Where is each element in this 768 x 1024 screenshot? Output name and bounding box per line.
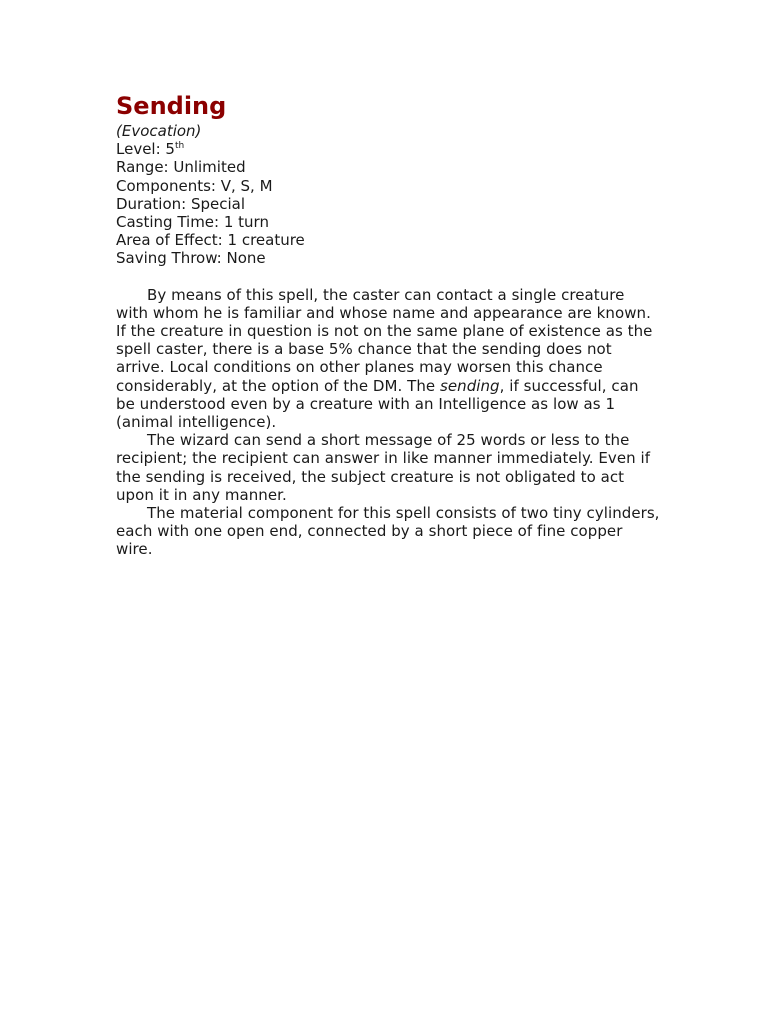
spell-title: Sending (116, 92, 227, 120)
description-paragraph-3: The material component for this spell consists of two tiny cylinders, each with one open end, connected by a short piece of fine copper wire. (116, 504, 660, 559)
spell-stat-block (116, 122, 661, 268)
spell-area-of-effect: Area of Effect: 1 creature (116, 231, 305, 250)
spell-casting-time: Casting Time: 1 turn (116, 213, 269, 232)
spell-saving-throw: Saving Throw: None (116, 249, 266, 268)
spell-level-ordinal: th (174, 141, 185, 152)
spell-school: (Evocation) (116, 122, 202, 140)
document-page (116, 90, 661, 559)
description-paragraph-2: The wizard can send a short message of 25 words or less to the recipient; the recipient can answer in like manner immediately. Even if the sending is received, the subject creature is not obligated to act upon it in any manner. (116, 431, 651, 504)
spell-duration: Duration: Special (116, 194, 246, 213)
spell-description (116, 286, 661, 559)
paragraph-1-text-end: , if successful, can be understood even by a creature with an Intelligence as low as 1 (animal intelligence). (116, 376, 639, 432)
section-spacer (116, 268, 661, 286)
spell-level (116, 140, 661, 158)
paragraph-1-italic-term: sending (440, 376, 500, 395)
spell-range: Range: Unlimited (116, 158, 246, 177)
paragraph-1-text-start: By means of this spell, the caster can contact a single creature with whom he is familiar and whose name and appearance are known. If the creature in question is not on the same plane of existence as the spell caster, there is a base 5% chance that the sending does not arrive. Local conditions on other planes may worsen this chance considerably, at the option of the DM. The (116, 285, 653, 395)
description-paragraph-1 (116, 286, 661, 432)
spell-components: Components: V, S, M (116, 176, 273, 195)
spell-level-text: Level: 5 (116, 140, 175, 159)
